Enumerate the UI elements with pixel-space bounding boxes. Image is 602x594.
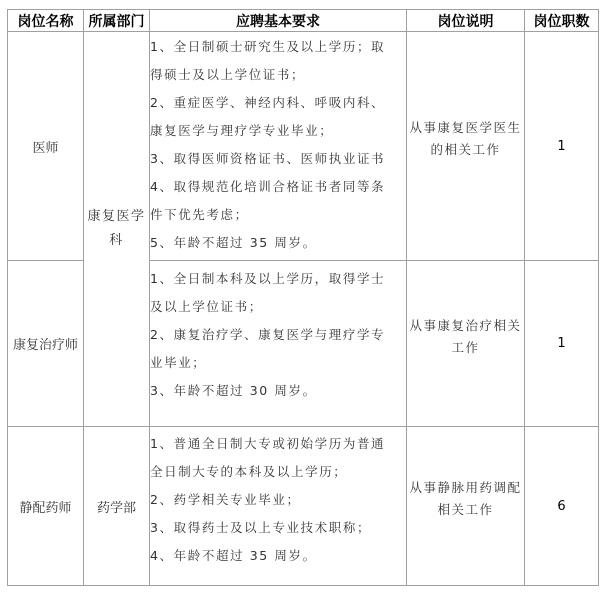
count-cell: 1 <box>525 261 599 427</box>
count-cell: 6 <box>525 427 599 586</box>
requirement-line: 2、康复治疗学、康复医学与理疗学专 <box>150 327 386 342</box>
requirement-line: 1、普通全日制大专或初始学历为普通 <box>150 436 386 451</box>
header-description: 岗位说明 <box>407 10 525 32</box>
requirement-line: 康复医学与理疗学专业毕业； <box>150 123 334 138</box>
description-cell <box>407 427 525 586</box>
requirement-line: 全日制大专的本科及以上学历； <box>150 464 348 479</box>
position-cell: 医师 <box>8 32 84 261</box>
description-text: 从事康复治疗相关工作 <box>409 317 522 355</box>
header-department: 所属部门 <box>84 10 150 32</box>
requirement-line: 5、年龄不超过 35 周岁。 <box>150 235 317 250</box>
requirement-line: 3、年龄不超过 30 周岁。 <box>150 383 317 398</box>
requirement-line: 4、年龄不超过 35 周岁。 <box>150 548 317 563</box>
description-cell <box>407 32 525 261</box>
requirement-line: 件下优先考虑； <box>150 207 249 222</box>
table-row <box>8 32 599 261</box>
description-text: 从事静脉用药调配相关工作 <box>409 480 522 517</box>
job-table <box>7 9 599 586</box>
requirement-line: 4、取得规范化培训合格证书者同等条 <box>150 179 386 194</box>
requirements-cell <box>150 261 407 427</box>
requirement-line: 1、全日制本科及以上学历，取得学士 <box>150 271 386 286</box>
requirement-line: 2、重症医学、神经内科、呼吸内科、 <box>150 95 386 110</box>
requirement-line: 3、取得医师资格证书、医师执业证书 <box>150 151 386 166</box>
requirement-line: 2、药学相关专业毕业； <box>150 492 301 507</box>
requirement-line: 业毕业； <box>150 355 207 370</box>
description-cell <box>407 261 525 427</box>
requirement-line: 3、取得药士及以上专业技术职称； <box>150 520 372 535</box>
position-cell: 静配药师 <box>8 427 84 586</box>
description-text: 从事康复医学医生的相关工作 <box>409 120 522 157</box>
department-cell: 药学部 <box>84 427 150 586</box>
requirement-line: 及以上学位证书； <box>150 299 263 314</box>
header-row <box>8 10 599 32</box>
requirement-line: 得硕士及以上学位证书； <box>150 67 306 82</box>
requirement-line: 1、全日制硕士研究生及以上学历；取 <box>150 39 386 54</box>
header-position: 岗位名称 <box>8 10 84 32</box>
table-row <box>8 427 599 586</box>
requirements-cell <box>150 427 407 586</box>
position-cell: 康复治疗师 <box>8 261 84 427</box>
department-text: 康复医学科 <box>87 209 146 248</box>
count-cell: 1 <box>525 32 599 261</box>
requirements-cell <box>150 32 407 261</box>
header-count: 岗位职数 <box>525 10 599 32</box>
department-cell <box>84 32 150 427</box>
header-requirements: 应聘基本要求 <box>150 10 407 32</box>
